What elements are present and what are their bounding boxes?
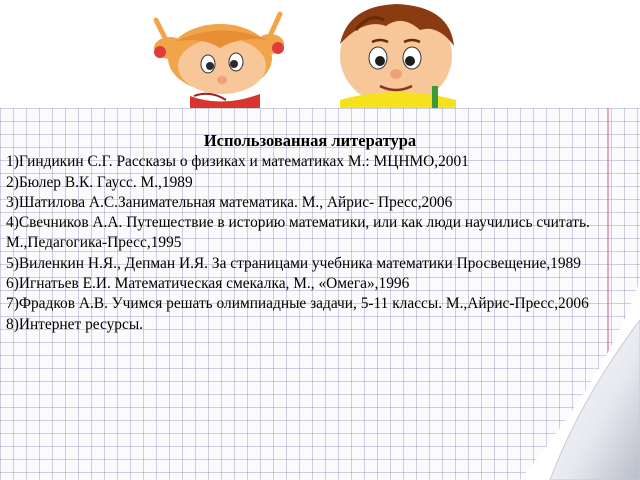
reference-number: 5) xyxy=(6,254,19,272)
list-item xyxy=(6,294,614,314)
reference-number: 3) xyxy=(6,193,19,211)
reference-number: 8) xyxy=(6,315,19,333)
reference-text: Игнатьев Е.И. Математическая смекалка, М., «Омега»,1996 xyxy=(18,275,410,293)
top-banner xyxy=(0,0,640,108)
reference-number: 4) xyxy=(6,214,19,232)
reference-text: Фрадков А.В. Учимся решать олимпиадные задачи, 5-11 классы. М.,Айрис-Пресс,2006 xyxy=(18,295,589,313)
girl-illustration xyxy=(154,14,284,108)
children-illustration xyxy=(150,0,470,108)
references-list xyxy=(6,152,614,335)
reference-number: 1) xyxy=(6,153,19,171)
reference-text: Шатилова А.С.Занимательная математика. М., Айрис- Пресс,2006 xyxy=(18,193,453,211)
reference-text: Гиндикин С.Г. Рассказы о физиках и математиках М.: МЦНМО,2001 xyxy=(18,153,469,171)
list-item xyxy=(6,152,614,172)
list-item xyxy=(6,315,614,335)
reference-number: 6) xyxy=(6,275,19,293)
reference-number: 7) xyxy=(6,295,19,313)
list-item xyxy=(6,254,614,274)
reference-text: Виленкин Н.Я., Депман И.Я. За страницами учебника математики Просвещение,1989 xyxy=(18,254,581,272)
list-item xyxy=(6,193,614,213)
reference-text: Бюлер В.К. Гаусс. М.,1989 xyxy=(18,173,193,191)
references-section xyxy=(6,131,614,335)
list-item xyxy=(6,173,614,193)
reference-text: Интернет ресурсы. xyxy=(18,315,144,333)
boy-illustration xyxy=(340,4,456,108)
reference-number: 2) xyxy=(6,173,19,191)
page-title: Использованная литература xyxy=(203,131,417,150)
list-item xyxy=(6,274,614,294)
reference-text: Свечников А.А. Путешествие в историю математики, или как люди научились считать. М.,Педагогика-Пресс,1995 xyxy=(6,214,590,252)
list-item xyxy=(6,213,614,254)
